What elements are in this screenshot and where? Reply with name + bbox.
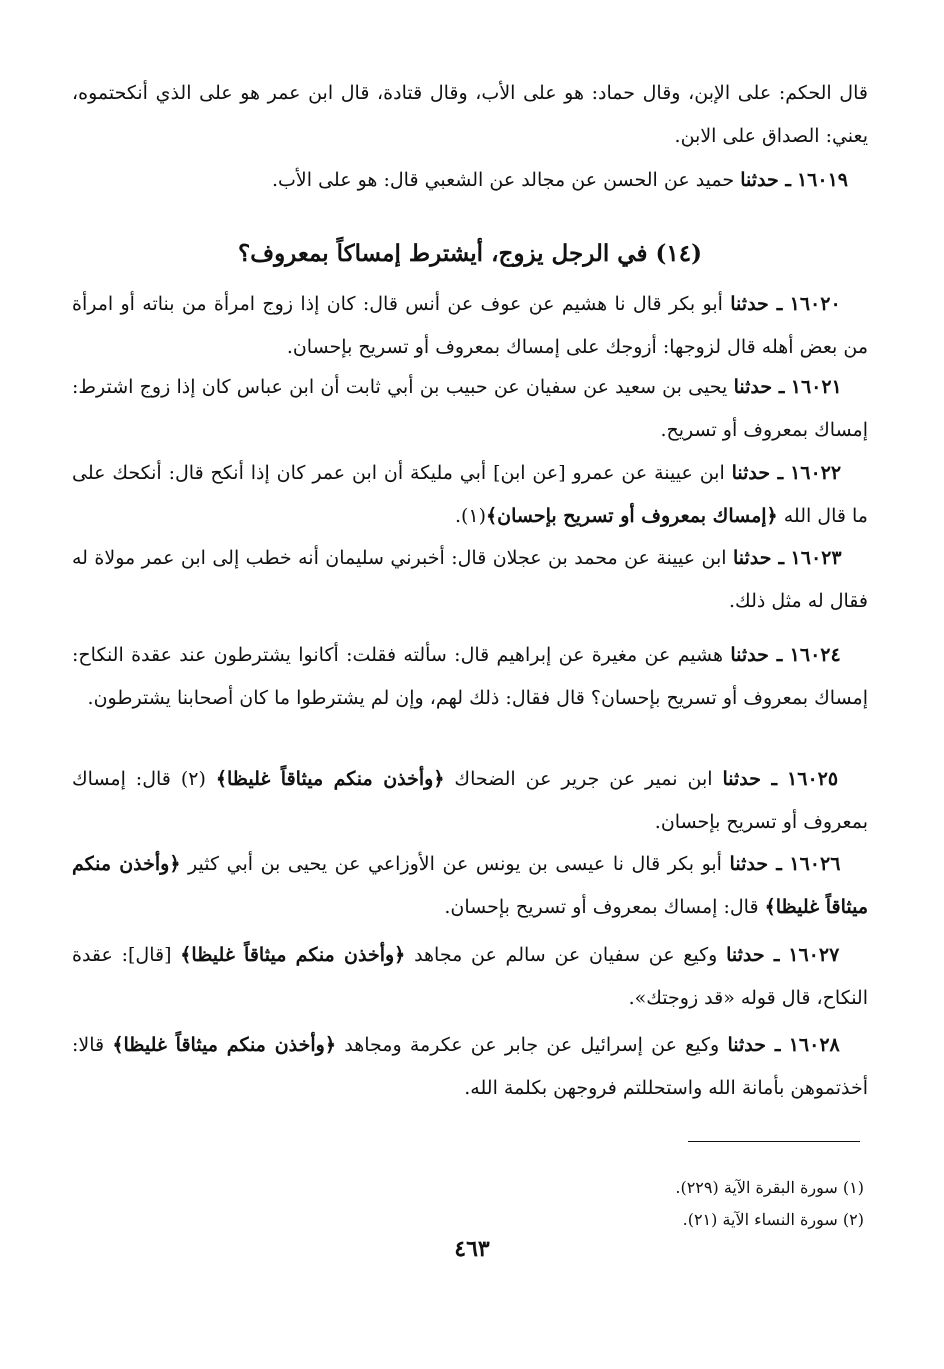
- hadith-number: ١٦٠٢٢: [790, 462, 842, 484]
- hadith-text: وكيع عن سفيان عن سالم عن مجاهد: [414, 944, 718, 966]
- hadith-16028: [72, 1024, 868, 1110]
- hadith-lead: ـ حدثنا: [729, 853, 782, 875]
- footnote-1: (١) سورة البقرة الآية (٢٢٩).: [675, 1178, 864, 1197]
- hadith-16024: [72, 634, 868, 720]
- hadith-text: يحيى بن سعيد عن سفيان عن حبيب بن أبي ثابت أن ابن عباس كان إذا زوج اشترط: إمساك بمعروف أو تسريح.: [72, 376, 868, 441]
- hadith-text: أبو بكر قال نا هشيم عن عوف عن أنس قال: كان إذا زوج امرأة من بناته أو امرأة من بعض أهله قال لزوجها: أزوجك على إمساك بمعروف أو تسريح بإحسان.: [72, 293, 868, 358]
- hadith-tail: (١).: [454, 505, 487, 527]
- footnote-2: (٢) سورة النساء الآية (٢١).: [682, 1210, 864, 1229]
- hadith-lead: ـ حدثنا: [740, 169, 791, 191]
- hadith-text: وكيع عن إسرائيل عن جابر عن عكرمة ومجاهد: [344, 1034, 720, 1056]
- hadith-16027: [72, 934, 868, 1020]
- hadith-number: ١٦٠٢٠: [789, 293, 841, 315]
- hadith-lead: ـ حدثنا: [726, 944, 780, 966]
- hadith-lead: ـ حدثنا: [731, 462, 784, 484]
- hadith-number: ١٦٠٢١: [790, 376, 842, 398]
- hadith-tail: قالا: أخذتموهن بأمانة الله واستحللتم فروجهن بكلمة الله.: [72, 1034, 868, 1099]
- hadith-text: ابن عيينة عن عمرو [عن ابن] أبي مليكة أن ابن عمر كان إذا أنكح قال: أنكحك على ما قال الله: [72, 462, 868, 527]
- hadith-16023: [72, 537, 868, 623]
- hadith-tail: [قال]: عقدة النكاح، قال قوله «قد زوجتك».: [72, 944, 868, 1009]
- page-number: ٤٦٣: [454, 1236, 490, 1262]
- hadith-text: حميد عن الحسن عن مجالد عن الشعبي قال: هو على الأب.: [272, 169, 735, 191]
- hadith-text: ابن عيينة عن محمد بن عجلان قال: أخبرني سليمان أنه خطب إلى ابن عمر مولاة له فقال له مثل ذلك.: [72, 547, 868, 612]
- hadith-16021: [72, 366, 868, 452]
- quran-quote: ﴿وأخذن منكم ميثاقاً غليظا﴾: [112, 1034, 336, 1056]
- hadith-number: ١٦٠٢٣: [790, 547, 842, 569]
- hadith-lead: ـ حدثنا: [722, 768, 778, 790]
- hadith-tail: قال: إمساك بمعروف أو تسريح بإحسان.: [444, 896, 759, 918]
- chapter-title: (١٤) في الرجل يزوج، أيشترط إمساكاً بمعروف؟: [238, 240, 702, 267]
- quran-quote: ﴿وأخذن منكم ميثاقاً غليظا﴾: [215, 768, 445, 790]
- footnote-divider: [688, 1141, 860, 1142]
- hadith-lead: ـ حدثنا: [733, 376, 785, 398]
- hadith-lead: ـ حدثنا: [727, 1034, 781, 1056]
- hadith-lead: ـ حدثنا: [730, 293, 783, 315]
- hadith-16025: [72, 758, 868, 844]
- hadith-text: أبو بكر قال نا عيسى بن يونس عن الأوزاعي عن يحيى بن أبي كثير: [188, 853, 722, 875]
- paragraph-text: قال الحكم: على الإبن، وقال حماد: هو على الأب، وقال قتادة، قال ابن عمر هو على الذي أنكحتموه، يعني: الصداق على الابن.: [72, 82, 868, 147]
- hadith-16022: [72, 452, 868, 538]
- hadith-number: ١٦٠٢٦: [789, 853, 841, 875]
- hadith-number: ١٦٠٢٧: [788, 944, 840, 966]
- quran-quote: ﴿إمساك بمعروف أو تسريح بإحسان﴾: [486, 505, 778, 527]
- quran-quote: ﴿وأخذن منكم ميثاقاً غليظا﴾: [180, 944, 406, 966]
- quran-quote: ﴿وأخذن منكم ميثاقاً غليظا﴾: [72, 853, 868, 918]
- hadith-number: ١٦٠٢٥: [787, 768, 839, 790]
- hadith-tail: (٢) قال: إمساك بمعروف أو تسريح بإحسان.: [72, 768, 868, 833]
- hadith-16019: [72, 159, 848, 202]
- hadith-lead: ـ حدثنا: [730, 644, 783, 666]
- hadith-16026: [72, 843, 868, 929]
- hadith-number: ١٦٠٢٨: [788, 1034, 840, 1056]
- hadith-number: ١٦٠٢٤: [789, 644, 841, 666]
- hadith-number: ١٦٠١٩: [796, 169, 848, 191]
- hadith-text: ابن نمير عن جرير عن الضحاك: [454, 768, 713, 790]
- hadith-16020: [72, 283, 868, 369]
- hadith-lead: ـ حدثنا: [732, 547, 785, 569]
- hadith-text: هشيم عن مغيرة عن إبراهيم قال: سألته فقلت: أكانوا يشترطون عند عقدة النكاح: إمساك بمعروف أو تسريح بإحسان؟ قال فقال: ذلك لهم، وإن لم يشترطوا ما كان أصحابنا يشترطون.: [72, 644, 868, 709]
- opening-paragraph: [72, 72, 868, 158]
